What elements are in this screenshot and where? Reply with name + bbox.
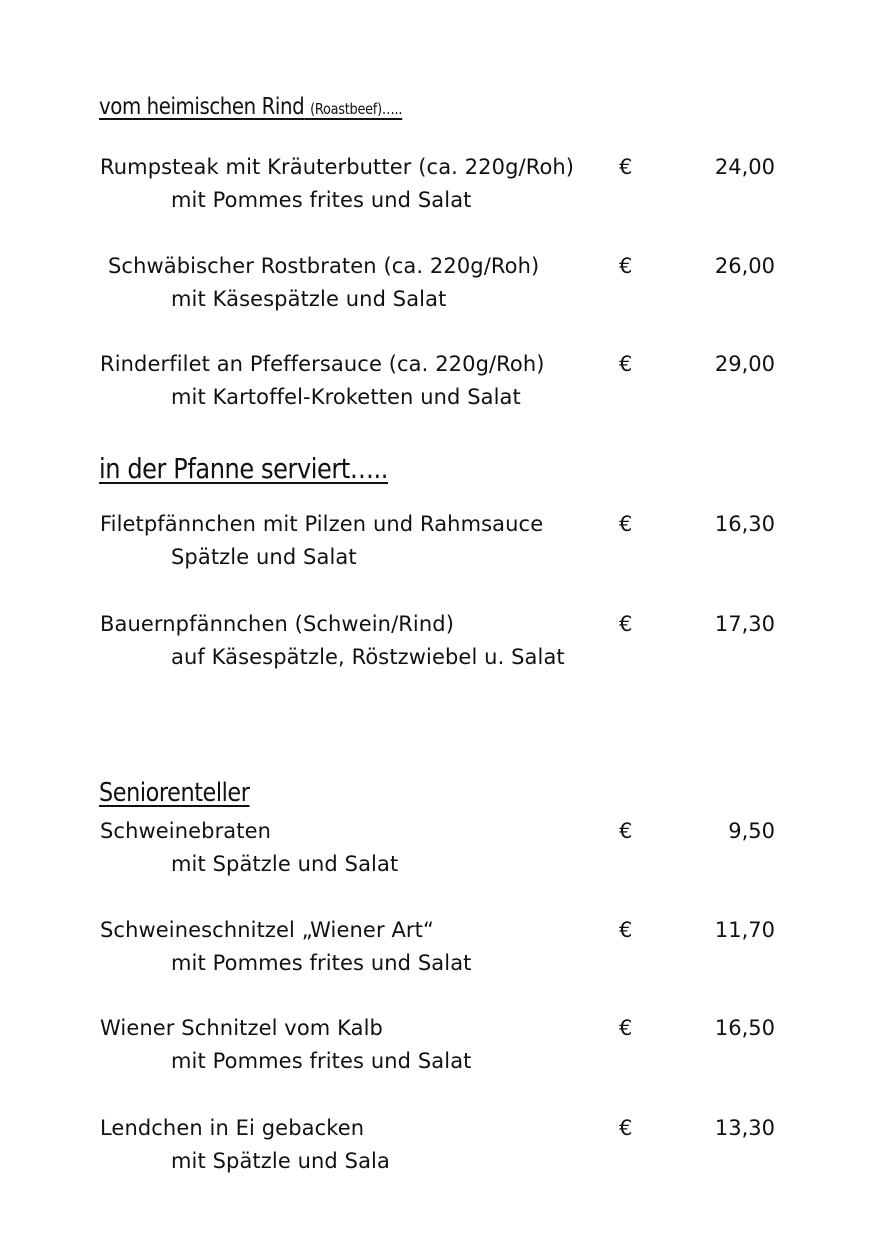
currency-symbol: €	[619, 512, 633, 536]
dish-side: mit Spätzle und Sala	[171, 1149, 390, 1173]
section-title: Seniorenteller	[99, 778, 250, 808]
dish-side: mit Kartoffel-Kroketten und Salat	[171, 385, 521, 409]
currency-symbol: €	[619, 352, 633, 376]
section-subtitle: (Roastbeef)…..	[310, 100, 403, 118]
section-heading-rind	[99, 94, 402, 120]
dish-side: mit Pommes frites und Salat	[171, 188, 472, 212]
dish-price: 16,30	[714, 512, 775, 536]
dish-side: mit Käsespätzle und Salat	[171, 287, 447, 311]
dish-name: Filetpfännchen mit Pilzen und Rahmsauce	[100, 512, 544, 536]
dish-side: auf Käsespätzle, Röstzwiebel u. Salat	[171, 645, 565, 669]
menu-item-filetpfaennchen	[0, 512, 880, 582]
dish-name: Rumpsteak mit Kräuterbutter (ca. 220g/Roh)	[100, 155, 575, 179]
menu-item-bauernpfaennchen	[0, 612, 880, 682]
currency-symbol: €	[619, 155, 633, 179]
dish-side: Spätzle und Salat	[171, 545, 357, 569]
dish-price: 26,00	[714, 254, 775, 278]
dish-price: 24,00	[714, 155, 775, 179]
menu-item-lendchen	[0, 1116, 880, 1186]
menu-item-rinderfilet	[0, 352, 880, 422]
currency-symbol: €	[619, 918, 633, 942]
dish-name: Schweineschnitzel „Wiener Art“	[100, 918, 434, 942]
dish-name: Schwäbischer Rostbraten (ca. 220g/Roh)	[108, 254, 540, 278]
dish-name: Rinderfilet an Pfeffersauce (ca. 220g/Roh)	[100, 352, 545, 376]
dish-price: 11,70	[714, 918, 775, 942]
currency-symbol: €	[619, 612, 633, 636]
dish-name: Lendchen in Ei gebacken	[100, 1116, 365, 1140]
currency-symbol: €	[619, 254, 633, 278]
currency-symbol: €	[619, 1016, 633, 1040]
currency-symbol: €	[619, 1116, 633, 1140]
menu-item-rumpsteak	[0, 155, 880, 225]
currency-symbol: €	[619, 819, 633, 843]
menu-item-wiener-schnitzel	[0, 1016, 880, 1086]
dish-name: Bauernpfännchen (Schwein/Rind)	[100, 612, 455, 636]
dish-price: 17,30	[714, 612, 775, 636]
section-title: in der Pfanne serviert…..	[99, 452, 389, 485]
menu-item-schweineschnitzel	[0, 918, 880, 988]
menu-item-rostbraten	[0, 254, 880, 324]
dish-price: 16,50	[714, 1016, 775, 1040]
dish-price: 9,50	[728, 819, 775, 843]
menu-item-schweinebraten	[0, 819, 880, 889]
dish-price: 13,30	[714, 1116, 775, 1140]
dish-side: mit Pommes frites und Salat	[171, 1049, 472, 1073]
dish-side: mit Pommes frites und Salat	[171, 951, 472, 975]
section-heading-senior	[99, 778, 250, 808]
dish-name: Schweinebraten	[100, 819, 272, 843]
section-title: vom heimischen Rind	[99, 94, 305, 120]
dish-price: 29,00	[714, 352, 775, 376]
section-heading-pfanne	[99, 452, 388, 485]
dish-side: mit Spätzle und Salat	[171, 852, 399, 876]
dish-name: Wiener Schnitzel vom Kalb	[100, 1016, 383, 1040]
